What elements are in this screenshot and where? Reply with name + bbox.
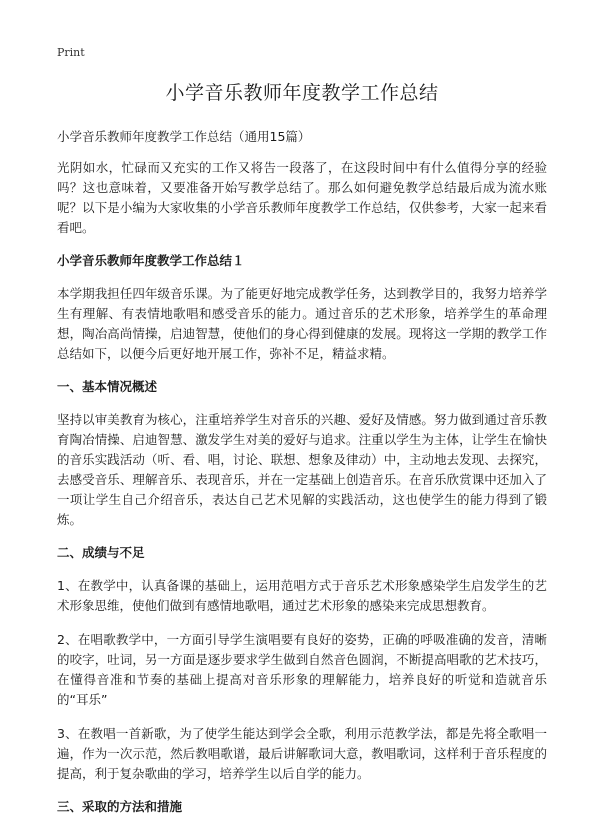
document-body (57, 80, 547, 830)
page-title: 小学音乐教师年度教学工作总结 (165, 82, 439, 104)
section-intro-paragraph: 本学期我担任四年级音乐课。为了能更好地完成教学任务，达到教学目的，我努力培养学生有理解、有表情地歌唱和感受音乐的能力。通过音乐的艺术形象，培养学生的革命理想，陶冶高尚情操，启迪智慧，使他们的身心得到健康的发展。现将这一学期的教学工作总结如下，以便今后更好地开展工作，弥补不足，精益求精。 (57, 286, 547, 361)
part2-heading: 二、成绩与不足 (57, 545, 145, 560)
section-heading: 小学音乐教师年度教学工作总结１ (57, 253, 245, 268)
part1-paragraph: 坚持以审美教育为核心，注重培养学生对音乐的兴趣、爱好及情感。努力做到通过音乐教育陶冶情操、启迪智慧、激发学生对美的爱好与追求。注重以学生为主体，让学生在愉快的音乐实践活动（听、看、唱，讨论、联想、想象及律动）中，主动地去发现、去探究，去感受音乐、理解音乐、表现音乐，并在一定基础上创造音乐。在音乐欣赏课中还加入了一项让学生自己介绍音乐，表达自己艺术见解的实践活动，这也使学生的能力得到了锻炼。 (57, 412, 547, 527)
part2-item-1: 1、在教学中，认真备课的基础上，运用范唱方式于音乐艺术形象感染学生启发学生的艺术形象思维，使他们做到有感情地歌唱，通过艺术形象的感染来完成思想教育。 (57, 578, 547, 613)
part3-heading: 三、采取的方法和措施 (57, 799, 183, 814)
part1-heading: 一、基本情况概述 (57, 379, 158, 394)
print-link[interactable]: Print (57, 46, 85, 59)
part2-item-2: 2、在唱歌教学中，一方面引导学生演唱要有良好的姿势，正确的呼吸准确的发音，清晰的咬字，吐词，另一方面是逐步要求学生做到自然音色圆润，不断提高唱歌的艺术技巧，在懂得音准和节奏的基础上提高对音乐形象的理解能力，培养良好的听觉和造就音乐的“耳乐” (57, 632, 547, 707)
document-subtitle: 小学音乐教师年度教学工作总结（通用15篇） (57, 129, 311, 144)
part2-item-3: 3、在教唱一首新歌，为了使学生能达到学会全歌，利用示范教学法，都是先将全歌唱一遍，作为一次示范，然后教唱歌谱，最后讲解歌词大意，教唱歌词，这样利于音乐程度的提高，利于复杂歌曲的学习，培养学生以后自学的能力。 (57, 726, 547, 781)
intro-paragraph: 光阴如水，忙碌而又充实的工作又将告一段落了，在这段时间中有什么值得分享的经验吗？这也意味着，又要准备开始写教学总结了。那么如何避免教学总结最后成为流水账呢？以下是小编为大家收集的小学音乐教师年度教学工作总结，仅供参考，大家一起来看看吧。 (57, 160, 547, 235)
